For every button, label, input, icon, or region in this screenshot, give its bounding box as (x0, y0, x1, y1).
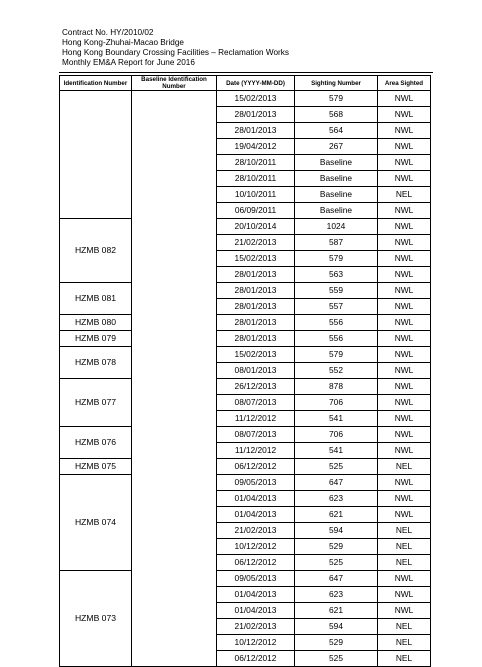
identification-number-cell: HZMB 073 (60, 571, 132, 667)
project-name: Hong Kong-Zhuhai-Macao Bridge (62, 38, 184, 47)
works-name: Hong Kong Boundary Crossing Facilities – Reclamation Works (62, 48, 289, 57)
sighting-number-cell: 878 (295, 379, 378, 395)
identification-number-cell: HZMB 074 (60, 475, 132, 571)
sighting-table (59, 75, 431, 667)
header-divider (59, 72, 433, 73)
date-cell: 10/12/2012 (217, 635, 295, 651)
area-sighted-cell: NEL (378, 459, 431, 475)
sighting-number-cell: 552 (295, 363, 378, 379)
sighting-number-cell: 525 (295, 555, 378, 571)
sighting-number-cell: 529 (295, 635, 378, 651)
area-sighted-cell: NWL (378, 315, 431, 331)
column-header-area-sighted: Area Sighted (378, 76, 431, 91)
date-cell: 28/01/2013 (217, 315, 295, 331)
area-sighted-cell: NEL (378, 619, 431, 635)
sighting-number-cell: 267 (295, 139, 378, 155)
sighting-number-cell: 564 (295, 123, 378, 139)
date-cell: 10/12/2012 (217, 539, 295, 555)
sighting-number-cell: Baseline (295, 171, 378, 187)
date-cell: 06/12/2012 (217, 555, 295, 571)
area-sighted-cell: NEL (378, 523, 431, 539)
table-row (60, 219, 431, 235)
area-sighted-cell: NWL (378, 475, 431, 491)
date-cell: 28/01/2013 (217, 283, 295, 299)
date-cell: 11/12/2012 (217, 443, 295, 459)
date-cell: 21/02/2013 (217, 523, 295, 539)
area-sighted-cell: NWL (378, 171, 431, 187)
sighting-number-cell: 525 (295, 459, 378, 475)
area-sighted-cell: NWL (378, 139, 431, 155)
table-row (60, 459, 431, 475)
table-body (60, 91, 431, 667)
date-cell: 21/02/2013 (217, 235, 295, 251)
identification-number-cell: HZMB 077 (60, 379, 132, 427)
date-cell: 20/10/2014 (217, 219, 295, 235)
area-sighted-cell: NWL (378, 507, 431, 523)
date-cell: 08/01/2013 (217, 363, 295, 379)
area-sighted-cell: NWL (378, 379, 431, 395)
table-row (60, 475, 431, 491)
date-cell: 28/01/2013 (217, 299, 295, 315)
area-sighted-cell: NWL (378, 123, 431, 139)
area-sighted-cell: NWL (378, 571, 431, 587)
sighting-number-cell: Baseline (295, 155, 378, 171)
date-cell: 28/10/2011 (217, 171, 295, 187)
sighting-number-cell: 556 (295, 331, 378, 347)
date-cell: 28/01/2013 (217, 267, 295, 283)
date-cell: 06/09/2011 (217, 203, 295, 219)
column-header-identification-number: Identification Number (60, 76, 132, 91)
table-row (60, 91, 431, 107)
sighting-number-cell: 556 (295, 315, 378, 331)
column-header-date: Date (YYYY-MM-DD) (217, 76, 295, 91)
identification-number-cell: HZMB 081 (60, 283, 132, 315)
area-sighted-cell: NEL (378, 187, 431, 203)
sighting-number-cell: 621 (295, 603, 378, 619)
area-sighted-cell: NWL (378, 283, 431, 299)
sighting-number-cell: 647 (295, 475, 378, 491)
sighting-number-cell: 559 (295, 283, 378, 299)
sighting-number-cell: 647 (295, 571, 378, 587)
area-sighted-cell: NWL (378, 107, 431, 123)
table-header-row (60, 76, 431, 91)
date-cell: 09/05/2013 (217, 475, 295, 491)
area-sighted-cell: NWL (378, 427, 431, 443)
sighting-number-cell: 587 (295, 235, 378, 251)
sighting-number-cell: 579 (295, 251, 378, 267)
date-cell: 11/12/2012 (217, 411, 295, 427)
area-sighted-cell: NWL (378, 443, 431, 459)
identification-number-cell: HZMB 079 (60, 331, 132, 347)
identification-number-cell: HZMB 076 (60, 427, 132, 459)
area-sighted-cell: NWL (378, 587, 431, 603)
area-sighted-cell: NWL (378, 363, 431, 379)
area-sighted-cell: NWL (378, 331, 431, 347)
identification-number-cell: HZMB 082 (60, 219, 132, 283)
sighting-number-cell: 579 (295, 91, 378, 107)
sighting-number-cell: 594 (295, 619, 378, 635)
area-sighted-cell: NWL (378, 219, 431, 235)
date-cell: 01/04/2013 (217, 507, 295, 523)
table-row (60, 347, 431, 363)
report-title: Monthly EM&A Report for June 2016 (62, 58, 195, 67)
sighting-number-cell: 623 (295, 491, 378, 507)
date-cell: 01/04/2013 (217, 587, 295, 603)
date-cell: 06/12/2012 (217, 459, 295, 475)
sighting-number-cell: 557 (295, 299, 378, 315)
identification-number-cell: HZMB 078 (60, 347, 132, 379)
identification-number-cell (60, 91, 132, 219)
date-cell: 01/04/2013 (217, 603, 295, 619)
sighting-number-cell: 706 (295, 395, 378, 411)
area-sighted-cell: NWL (378, 395, 431, 411)
date-cell: 26/12/2013 (217, 379, 295, 395)
date-cell: 28/01/2013 (217, 123, 295, 139)
date-cell: 28/10/2011 (217, 155, 295, 171)
baseline-identification-cell (132, 91, 217, 667)
date-cell: 15/02/2013 (217, 347, 295, 363)
area-sighted-cell: NWL (378, 91, 431, 107)
area-sighted-cell: NEL (378, 555, 431, 571)
area-sighted-cell: NWL (378, 491, 431, 507)
sighting-number-cell: 541 (295, 443, 378, 459)
date-cell: 15/02/2013 (217, 251, 295, 267)
area-sighted-cell: NWL (378, 347, 431, 363)
area-sighted-cell: NEL (378, 539, 431, 555)
date-cell: 01/04/2013 (217, 491, 295, 507)
date-cell: 08/07/2013 (217, 395, 295, 411)
date-cell: 19/04/2012 (217, 139, 295, 155)
sighting-number-cell: 1024 (295, 219, 378, 235)
area-sighted-cell: NEL (378, 651, 431, 667)
date-cell: 28/01/2013 (217, 331, 295, 347)
sighting-number-cell: 623 (295, 587, 378, 603)
area-sighted-cell: NWL (378, 235, 431, 251)
table-row (60, 427, 431, 443)
date-cell: 28/01/2013 (217, 107, 295, 123)
area-sighted-cell: NWL (378, 203, 431, 219)
table-row (60, 283, 431, 299)
sighting-number-cell: 541 (295, 411, 378, 427)
contract-number: Contract No. HY/2010/02 (62, 28, 154, 37)
date-cell: 06/12/2012 (217, 651, 295, 667)
identification-number-cell: HZMB 080 (60, 315, 132, 331)
column-header-sighting-number: Sighting Number (295, 76, 378, 91)
table-row (60, 571, 431, 587)
date-cell: 09/05/2013 (217, 571, 295, 587)
sighting-number-cell: Baseline (295, 203, 378, 219)
table-row (60, 331, 431, 347)
document-header (62, 28, 289, 68)
column-header-baseline-identification-number: Baseline Identification Number (132, 76, 217, 91)
date-cell: 10/10/2011 (217, 187, 295, 203)
area-sighted-cell: NEL (378, 635, 431, 651)
identification-number-cell: HZMB 075 (60, 459, 132, 475)
area-sighted-cell: NWL (378, 155, 431, 171)
sighting-number-cell: Baseline (295, 187, 378, 203)
date-cell: 08/07/2013 (217, 427, 295, 443)
area-sighted-cell: NWL (378, 251, 431, 267)
area-sighted-cell: NWL (378, 411, 431, 427)
sighting-number-cell: 529 (295, 539, 378, 555)
sighting-number-cell: 621 (295, 507, 378, 523)
table-row (60, 379, 431, 395)
sighting-number-cell: 706 (295, 427, 378, 443)
sighting-number-cell: 594 (295, 523, 378, 539)
date-cell: 15/02/2013 (217, 91, 295, 107)
sighting-number-cell: 579 (295, 347, 378, 363)
area-sighted-cell: NWL (378, 603, 431, 619)
sighting-number-cell: 525 (295, 651, 378, 667)
date-cell: 21/02/2013 (217, 619, 295, 635)
sighting-number-cell: 563 (295, 267, 378, 283)
area-sighted-cell: NWL (378, 267, 431, 283)
table-row (60, 315, 431, 331)
sighting-number-cell: 568 (295, 107, 378, 123)
area-sighted-cell: NWL (378, 299, 431, 315)
